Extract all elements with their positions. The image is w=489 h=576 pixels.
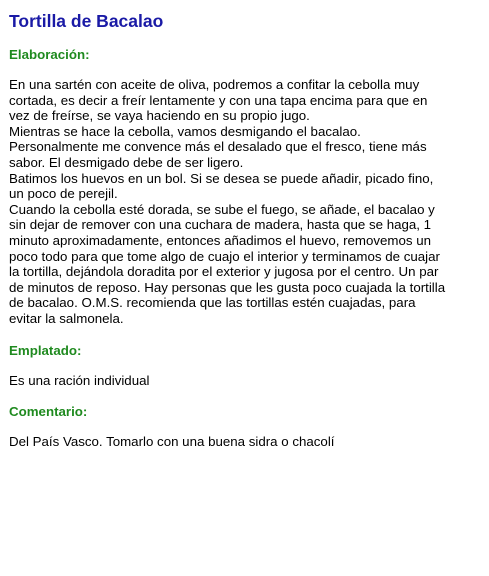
text-line: vez de freírse, se vaya haciendo en su propio jugo. [9,108,310,124]
spacer [9,63,477,77]
comentario-text [9,434,477,450]
text-line: Es una ración individual [9,372,150,388]
text-line: sin dejar de remover con una cuchara de madera, hasta que se haga, 1 [9,217,432,233]
text-line: Personalmente me convence más el desalado que el fresco, tiene más [9,139,427,155]
text-line: Batimos los huevos en un bol. Si se desea se puede añadir, picado fino, [9,170,434,186]
text-line: minuto aproximadamente, entonces añadimos el huevo, removemos un [9,232,432,248]
text-line: de minutos de reposo. Hay personas que les gusta poco cuajada la tortilla [9,279,446,295]
section-emplatado [9,343,477,389]
section-comentario [9,404,477,450]
section-elaboracion [9,47,477,327]
page-title: Tortilla de Bacalao [9,11,164,31]
text-line: cortada, es decir a freír lentamente y con una tapa encima para que en [9,92,428,108]
spacer [9,388,477,404]
text-line: evitar la salmonela. [9,310,124,326]
spacer [9,327,477,343]
section-heading-emplatado: Emplatado: [9,342,82,358]
text-line: de bacalao. O.M.S. recomienda que las tortillas estén cuajadas, para [9,295,416,311]
text-line: poco todo para que tome algo de cuajo el interior y terminamos de cuajar [9,248,440,264]
spacer [9,420,477,434]
text-line: En una sartén con aceite de oliva, podremos a confitar la cebolla muy [9,77,420,92]
section-heading-comentario: Comentario: [9,404,88,420]
spacer [9,359,477,373]
text-line: un poco de perejil. [9,186,118,202]
section-heading-elaboracion: Elaboración: [9,47,90,62]
text-line: Cuando la cebolla esté dorada, se sube el fuego, se añade, el bacalao y [9,201,435,217]
text-line: sabor. El desmigado debe de ser ligero. [9,154,244,170]
text-line: Del País Vasco. Tomarlo con una buena sidra o chacolí [9,434,335,450]
text-line: Mientras se hace la cebolla, vamos desmigando el bacalao. [9,123,361,139]
text-line: la tortilla, dejándola doradita por el exterior y jugosa por el centro. Un par [9,264,439,280]
emplatado-text [9,373,477,389]
elaboracion-text [9,77,477,327]
